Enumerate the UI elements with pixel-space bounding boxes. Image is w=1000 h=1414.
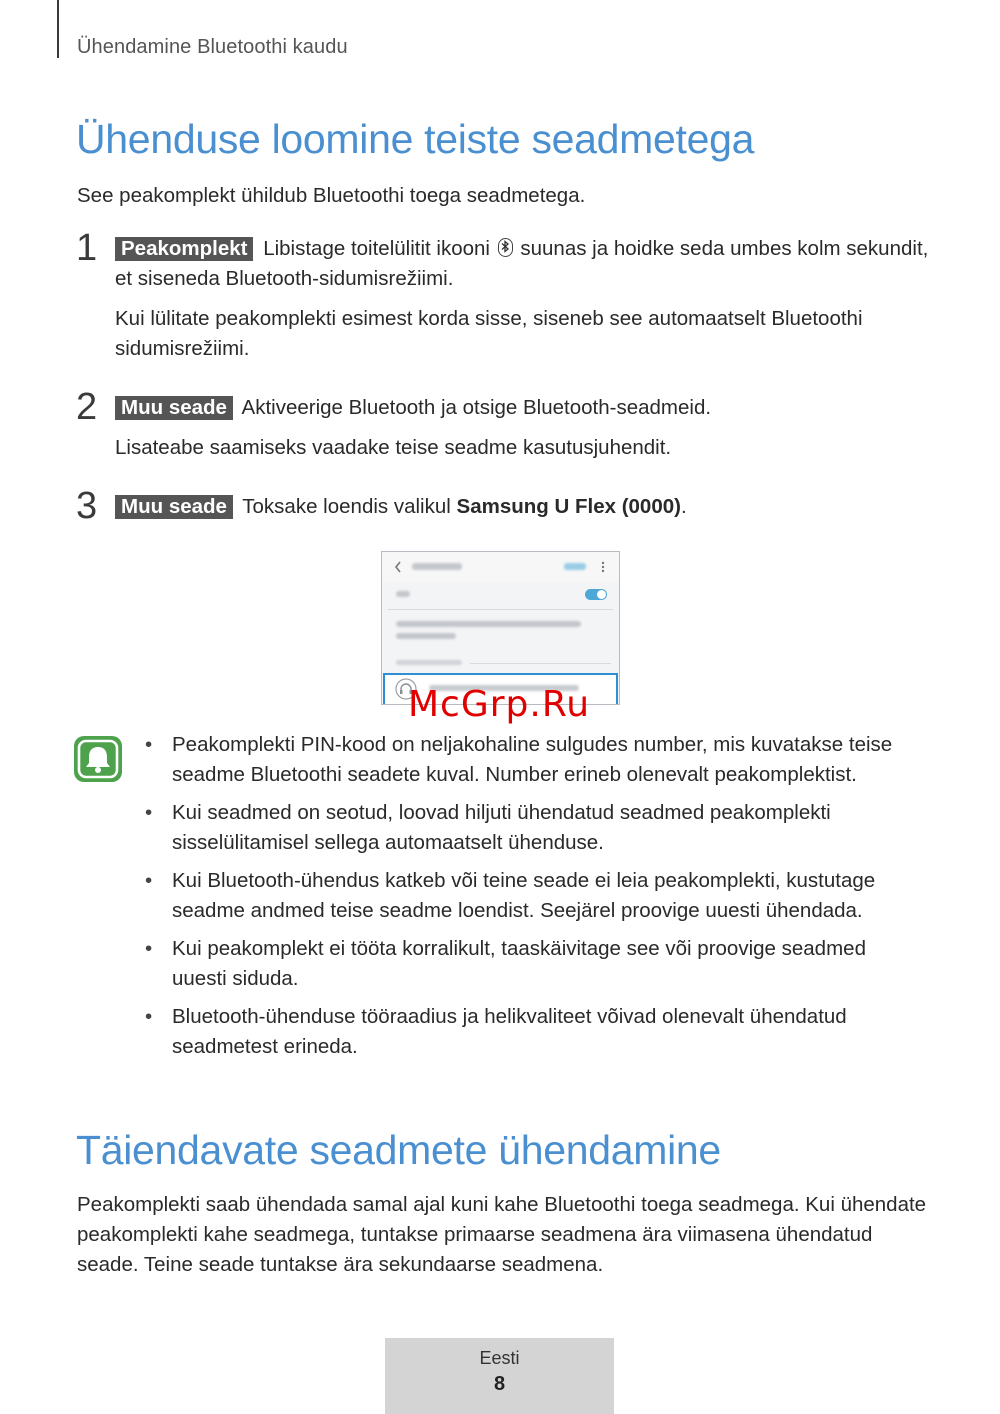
step-2-note: Lisateabe saamiseks vaadake teise seadme kasutusjuhendit. <box>115 436 672 459</box>
step-3-text-a: Toksake loendis valikul <box>242 495 451 518</box>
bluetooth-toggle <box>585 589 607 600</box>
step-number-1: 1 <box>76 227 98 269</box>
note-item-1: • Peakomplekti PIN-kood on neljakohaline sulgudes number, mis kuvatakse teise seadme Bluetoothi seadete kuval. Number erineb olenevalt peakomplektist. <box>145 730 925 790</box>
step-1-text-a: Libistage toitelülitit ikooni <box>263 237 490 260</box>
note-item-4: • Kui peakomplekt ei tööta korralikult, taaskäivitage see või proovige seadmed uuesti siduda. <box>145 934 925 994</box>
step-2 <box>115 393 935 473</box>
section-intro: See peakomplekt ühildub Bluetoothi toega seadmetega. <box>77 184 586 207</box>
note-item-3: • Kui Bluetooth-ühendus katkeb või teine seade ei leia peakomplekti, kustutage seadme andmed teise seadme loendist. Seejärel proovige uuesti ühendada. <box>145 866 925 926</box>
bluetooth-icon <box>498 238 513 257</box>
step-1 <box>115 234 935 374</box>
step-3-text-b: . <box>680 495 687 518</box>
footer <box>385 1338 614 1414</box>
section-heading-additional: Täiendavate seadmete ühendamine <box>76 1127 721 1173</box>
back-arrow-icon <box>394 561 402 573</box>
running-header: Ühendamine Bluetoothi kaudu <box>77 36 348 58</box>
section-heading-connect: Ühenduse loomine teiste seadmetega <box>76 116 755 162</box>
phone-bluetooth-screenshot <box>381 551 620 705</box>
step-2-tag: Muu seade <box>115 396 233 420</box>
section2-body: Peakomplekti saab ühendada samal ajal kuni kahe Bluetoothi toega seadmega. Kui ühendate peakomplekti kahe seadmega, tuntakse primaarse seadmena ära viimasena ühendatud seade. Teine seade tuntakse ära sekundaarse seadmena. <box>77 1193 927 1276</box>
note-item-2: • Kui seadmed on seotud, loovad hiljuti ühendatud seadmed peakomplekti sisselülitamisel sellega automaatselt ühenduse. <box>145 798 925 858</box>
watermark: McGrp.Ru <box>408 684 591 725</box>
step-2-text: Aktiveerige Bluetooth ja otsige Bluetooth-seadmeid. <box>241 396 712 419</box>
step-number-2: 2 <box>76 386 98 428</box>
notes-list <box>145 730 925 1070</box>
step-1-note: Kui lülitate peakomplekti esimest korda sisse, siseneb see automaatselt Bluetoothi sidumisrežiimi. <box>115 307 863 360</box>
note-item-5: • Bluetooth-ühenduse tööraadius ja helikvaliteet võivad olenevalt ühendatud seadmetest erineda. <box>145 1002 925 1062</box>
step-number-3: 3 <box>76 485 98 527</box>
step-3-device-name: Samsung U Flex (0000) <box>456 495 681 518</box>
step-3-tag: Muu seade <box>115 495 233 519</box>
step-3 <box>115 492 935 532</box>
header-rule <box>57 0 59 58</box>
step-1-tag: Peakomplekt <box>115 237 253 261</box>
step-1-text-b: suunas ja hoidke seda umbes kolm sekundit, et siseneda Bluetooth-sidumisrežiimi. <box>115 237 929 290</box>
bell-icon <box>74 736 122 782</box>
more-options-icon <box>601 561 605 573</box>
phone-app-bar <box>382 552 619 582</box>
footer-language: Eesti <box>479 1348 520 1368</box>
page-number: 8 <box>493 1373 506 1395</box>
